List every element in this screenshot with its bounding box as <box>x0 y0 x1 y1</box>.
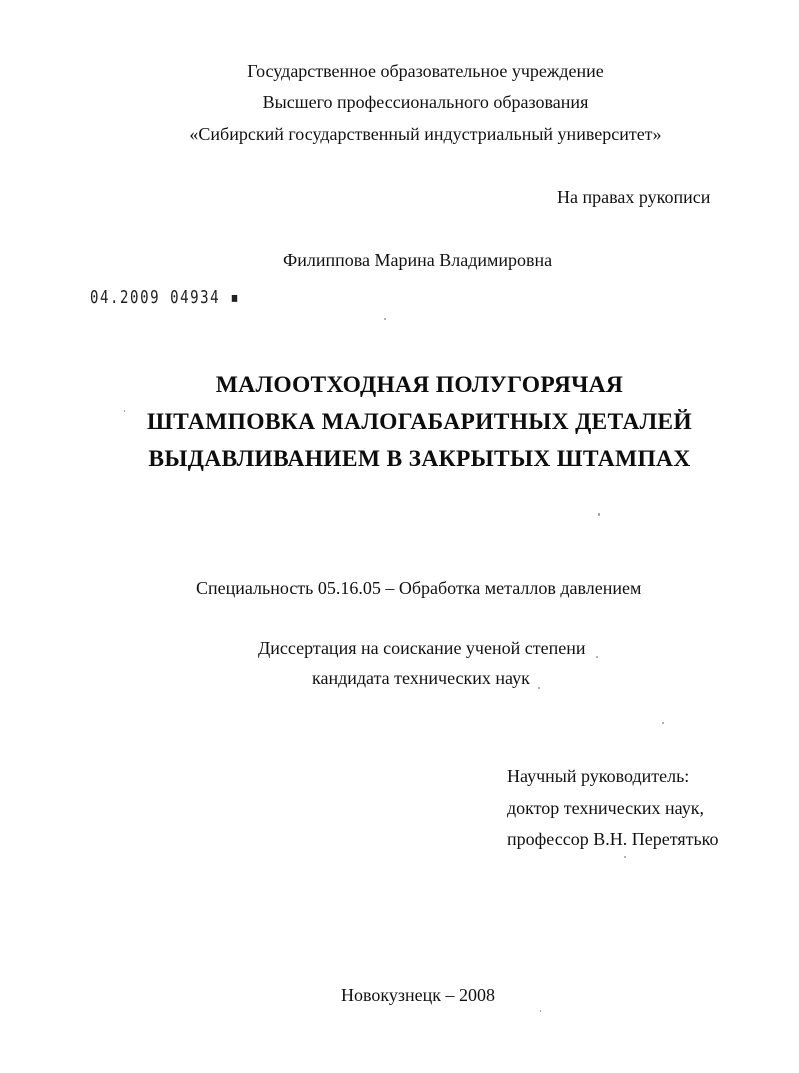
scan-speck <box>538 687 540 689</box>
manuscript-note: На правах рукописи <box>557 187 711 207</box>
registration-number: 04.2009 04934 <box>90 287 221 308</box>
degree-line-1: Диссертация на соискание ученой степени <box>258 638 586 658</box>
scan-speck <box>384 318 386 320</box>
scan-speck <box>598 513 600 516</box>
stamp-mark-icon: ▪ <box>230 287 241 308</box>
supervisor-name: профессор В.Н. Перетятько <box>507 829 719 849</box>
supervisor-degree: доктор технических наук, <box>507 798 704 818</box>
dissertation-title-line-2: ШТАМПОВКА МАЛОГАБАРИТНЫХ ДЕТАЛЕЙ <box>147 409 692 435</box>
city-year: Новокузнецк – 2008 <box>341 985 495 1005</box>
supervisor-heading: Научный руководитель: <box>507 766 690 786</box>
institution-line-3: «Сибирский государственный индустриальный университет» <box>189 124 662 144</box>
specialty: Специальность 05.16.05 – Обработка металлов давлением <box>196 578 642 598</box>
scan-speck <box>124 410 125 412</box>
dissertation-title-line-1: МАЛООТХОДНАЯ ПОЛУГОРЯЧАЯ <box>215 372 624 398</box>
scan-speck <box>624 856 626 858</box>
scan-speck <box>540 1010 541 1012</box>
author-name: Филиппова Марина Владимировна <box>283 250 553 270</box>
institution-line-1: Государственное образовательное учреждение <box>247 61 604 81</box>
scan-speck <box>596 656 598 658</box>
degree-line-2: кандидата технических наук <box>312 668 530 688</box>
scan-speck <box>662 722 664 724</box>
dissertation-title-line-3: ВЫДАВЛИВАНИЕМ В ЗАКРЫТЫХ ШТАМПАХ <box>148 446 691 472</box>
registration-stamp <box>90 287 240 309</box>
institution-line-2: Высшего профессионального образования <box>262 92 589 112</box>
